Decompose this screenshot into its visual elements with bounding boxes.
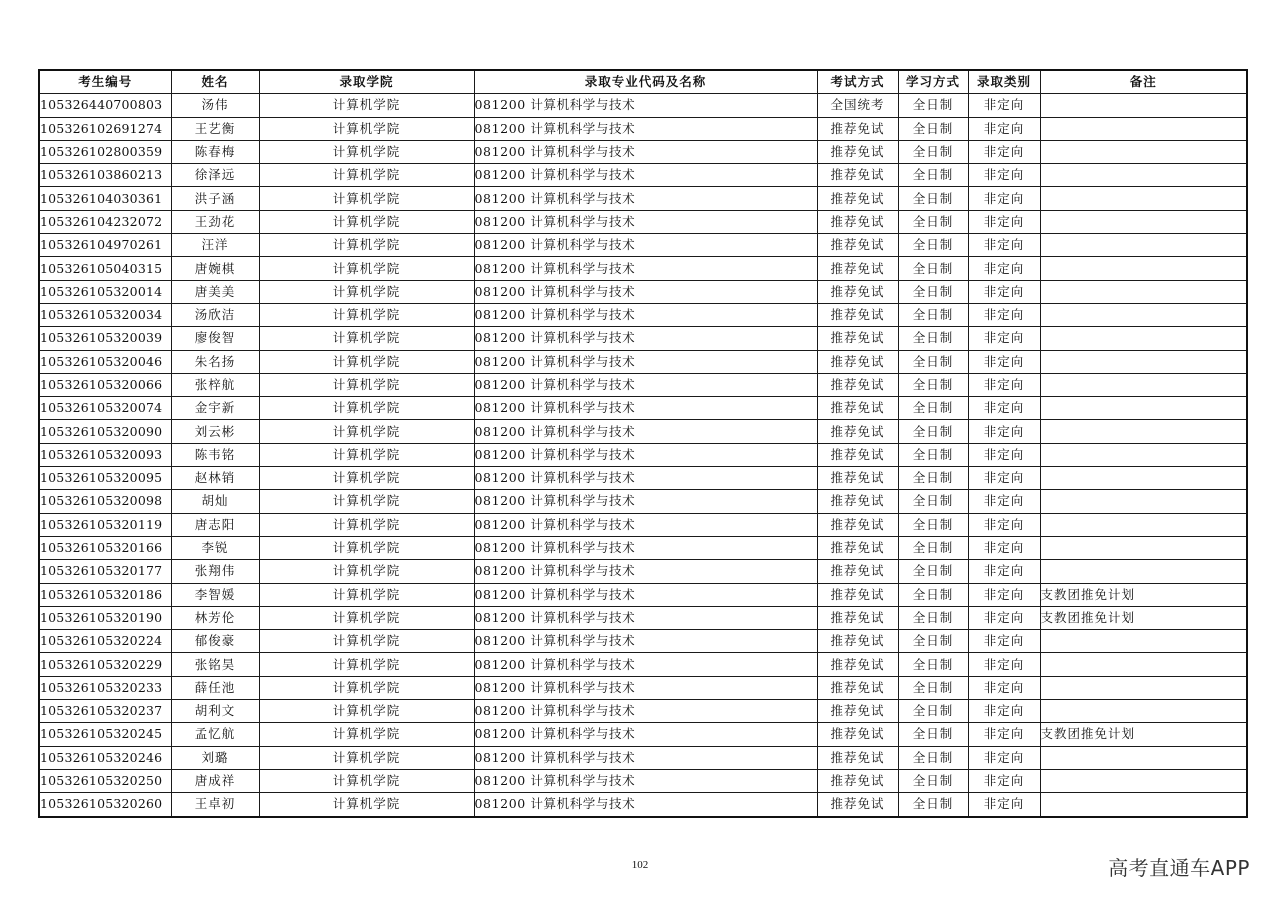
cell-admission-type: 非定向 — [968, 676, 1040, 699]
cell-major: 081200 计算机科学与技术 — [474, 257, 817, 280]
cell-major: 081200 计算机科学与技术 — [474, 327, 817, 350]
cell-study-mode: 全日制 — [898, 513, 968, 536]
cell-candidate-id: 105326105320095 — [39, 467, 171, 490]
cell-college: 计算机学院 — [259, 536, 474, 559]
cell-major: 081200 计算机科学与技术 — [474, 117, 817, 140]
cell-candidate-id: 105326105320250 — [39, 769, 171, 792]
cell-admission-type: 非定向 — [968, 303, 1040, 326]
cell-major: 081200 计算机科学与技术 — [474, 280, 817, 303]
cell-study-mode: 全日制 — [898, 769, 968, 792]
cell-exam-method: 推荐免试 — [817, 140, 898, 163]
cell-name: 刘璐 — [171, 746, 259, 769]
cell-exam-method: 推荐免试 — [817, 164, 898, 187]
cell-exam-method: 推荐免试 — [817, 117, 898, 140]
cell-study-mode: 全日制 — [898, 280, 968, 303]
cell-remarks — [1040, 490, 1247, 513]
cell-college: 计算机学院 — [259, 257, 474, 280]
cell-college: 计算机学院 — [259, 397, 474, 420]
cell-remarks — [1040, 140, 1247, 163]
cell-exam-method: 推荐免试 — [817, 303, 898, 326]
cell-candidate-id: 105326105040315 — [39, 257, 171, 280]
cell-candidate-id: 105326102800359 — [39, 140, 171, 163]
cell-remarks — [1040, 536, 1247, 559]
cell-major: 081200 计算机科学与技术 — [474, 397, 817, 420]
cell-exam-method: 推荐免试 — [817, 676, 898, 699]
cell-college: 计算机学院 — [259, 630, 474, 653]
table-row — [39, 513, 1247, 536]
cell-remarks: 支教团推免计划 — [1040, 583, 1247, 606]
cell-candidate-id: 105326105320166 — [39, 536, 171, 559]
cell-study-mode: 全日制 — [898, 373, 968, 396]
cell-exam-method: 推荐免试 — [817, 513, 898, 536]
cell-admission-type: 非定向 — [968, 606, 1040, 629]
cell-major: 081200 计算机科学与技术 — [474, 793, 817, 817]
cell-name: 汪洋 — [171, 234, 259, 257]
admission-table — [38, 69, 1248, 818]
cell-name: 王卓初 — [171, 793, 259, 817]
header-study-mode: 学习方式 — [898, 70, 968, 94]
cell-major: 081200 计算机科学与技术 — [474, 94, 817, 117]
cell-study-mode: 全日制 — [898, 700, 968, 723]
cell-candidate-id: 105326105320237 — [39, 700, 171, 723]
cell-candidate-id: 105326440700803 — [39, 94, 171, 117]
header-candidate-id: 考生编号 — [39, 70, 171, 94]
cell-major: 081200 计算机科学与技术 — [474, 467, 817, 490]
cell-study-mode: 全日制 — [898, 164, 968, 187]
cell-admission-type: 非定向 — [968, 210, 1040, 233]
cell-exam-method: 推荐免试 — [817, 234, 898, 257]
table-row — [39, 140, 1247, 163]
cell-candidate-id: 105326104232072 — [39, 210, 171, 233]
cell-remarks — [1040, 513, 1247, 536]
table-body — [39, 94, 1247, 817]
cell-study-mode: 全日制 — [898, 257, 968, 280]
cell-exam-method: 推荐免试 — [817, 467, 898, 490]
table-row — [39, 327, 1247, 350]
cell-major: 081200 计算机科学与技术 — [474, 606, 817, 629]
watermark-logo-text: 高考直通车APP — [1108, 856, 1250, 880]
table-row — [39, 793, 1247, 817]
table-row — [39, 420, 1247, 443]
cell-admission-type: 非定向 — [968, 583, 1040, 606]
cell-college: 计算机学院 — [259, 187, 474, 210]
cell-exam-method: 推荐免试 — [817, 327, 898, 350]
table-row — [39, 234, 1247, 257]
table-row — [39, 280, 1247, 303]
cell-admission-type: 非定向 — [968, 327, 1040, 350]
cell-name: 陈韦铭 — [171, 443, 259, 466]
table-row — [39, 397, 1247, 420]
cell-college: 计算机学院 — [259, 373, 474, 396]
cell-major: 081200 计算机科学与技术 — [474, 373, 817, 396]
table-row — [39, 723, 1247, 746]
cell-admission-type: 非定向 — [968, 373, 1040, 396]
cell-admission-type: 非定向 — [968, 234, 1040, 257]
cell-college: 计算机学院 — [259, 793, 474, 817]
cell-candidate-id: 105326105320246 — [39, 746, 171, 769]
cell-exam-method: 全国统考 — [817, 94, 898, 117]
cell-admission-type: 非定向 — [968, 187, 1040, 210]
cell-name: 王劲花 — [171, 210, 259, 233]
cell-remarks — [1040, 350, 1247, 373]
table-row — [39, 746, 1247, 769]
table-row — [39, 490, 1247, 513]
cell-remarks — [1040, 210, 1247, 233]
cell-name: 林芳伦 — [171, 606, 259, 629]
cell-name: 王艺衡 — [171, 117, 259, 140]
cell-exam-method: 推荐免试 — [817, 583, 898, 606]
cell-candidate-id: 105326105320177 — [39, 560, 171, 583]
cell-college: 计算机学院 — [259, 420, 474, 443]
cell-name: 胡利文 — [171, 700, 259, 723]
cell-remarks — [1040, 443, 1247, 466]
cell-remarks — [1040, 676, 1247, 699]
cell-candidate-id: 105326105320190 — [39, 606, 171, 629]
table-row — [39, 769, 1247, 792]
cell-admission-type: 非定向 — [968, 560, 1040, 583]
cell-remarks — [1040, 373, 1247, 396]
cell-admission-type: 非定向 — [968, 630, 1040, 653]
cell-exam-method: 推荐免试 — [817, 630, 898, 653]
cell-remarks — [1040, 420, 1247, 443]
cell-name: 廖俊智 — [171, 327, 259, 350]
cell-name: 孟忆航 — [171, 723, 259, 746]
page-number: 102 — [631, 859, 649, 871]
cell-name: 张梓航 — [171, 373, 259, 396]
cell-study-mode: 全日制 — [898, 676, 968, 699]
cell-major: 081200 计算机科学与技术 — [474, 420, 817, 443]
cell-remarks — [1040, 327, 1247, 350]
cell-study-mode: 全日制 — [898, 467, 968, 490]
cell-exam-method: 推荐免试 — [817, 187, 898, 210]
header-major: 录取专业代码及名称 — [474, 70, 817, 94]
cell-study-mode: 全日制 — [898, 653, 968, 676]
cell-remarks — [1040, 700, 1247, 723]
cell-name: 唐婉棋 — [171, 257, 259, 280]
cell-major: 081200 计算机科学与技术 — [474, 490, 817, 513]
cell-candidate-id: 105326105320066 — [39, 373, 171, 396]
cell-study-mode: 全日制 — [898, 490, 968, 513]
cell-remarks — [1040, 257, 1247, 280]
table-row — [39, 187, 1247, 210]
cell-remarks: 支教团推免计划 — [1040, 606, 1247, 629]
table-row — [39, 676, 1247, 699]
cell-name: 汤欣洁 — [171, 303, 259, 326]
cell-college: 计算机学院 — [259, 140, 474, 163]
cell-exam-method: 推荐免试 — [817, 746, 898, 769]
cell-major: 081200 计算机科学与技术 — [474, 653, 817, 676]
cell-study-mode: 全日制 — [898, 746, 968, 769]
cell-study-mode: 全日制 — [898, 350, 968, 373]
cell-college: 计算机学院 — [259, 583, 474, 606]
table-row — [39, 536, 1247, 559]
cell-name: 李锐 — [171, 536, 259, 559]
cell-exam-method: 推荐免试 — [817, 723, 898, 746]
cell-major: 081200 计算机科学与技术 — [474, 583, 817, 606]
header-admission-type: 录取类别 — [968, 70, 1040, 94]
cell-major: 081200 计算机科学与技术 — [474, 630, 817, 653]
cell-remarks — [1040, 234, 1247, 257]
cell-admission-type: 非定向 — [968, 513, 1040, 536]
cell-name: 洪子涵 — [171, 187, 259, 210]
table-row — [39, 303, 1247, 326]
cell-exam-method: 推荐免试 — [817, 280, 898, 303]
cell-candidate-id: 105326105320224 — [39, 630, 171, 653]
cell-major: 081200 计算机科学与技术 — [474, 187, 817, 210]
cell-candidate-id: 105326105320229 — [39, 653, 171, 676]
cell-study-mode: 全日制 — [898, 560, 968, 583]
cell-admission-type: 非定向 — [968, 490, 1040, 513]
cell-candidate-id: 105326105320233 — [39, 676, 171, 699]
cell-major: 081200 计算机科学与技术 — [474, 443, 817, 466]
cell-college: 计算机学院 — [259, 467, 474, 490]
cell-admission-type: 非定向 — [968, 350, 1040, 373]
cell-admission-type: 非定向 — [968, 467, 1040, 490]
cell-major: 081200 计算机科学与技术 — [474, 234, 817, 257]
cell-name: 李智媛 — [171, 583, 259, 606]
cell-exam-method: 推荐免试 — [817, 350, 898, 373]
cell-candidate-id: 105326105320090 — [39, 420, 171, 443]
cell-name: 陈春梅 — [171, 140, 259, 163]
cell-college: 计算机学院 — [259, 560, 474, 583]
table-row — [39, 560, 1247, 583]
cell-exam-method: 推荐免试 — [817, 443, 898, 466]
cell-college: 计算机学院 — [259, 653, 474, 676]
header-name: 姓名 — [171, 70, 259, 94]
cell-college: 计算机学院 — [259, 94, 474, 117]
cell-remarks — [1040, 280, 1247, 303]
cell-major: 081200 计算机科学与技术 — [474, 513, 817, 536]
cell-candidate-id: 105326105320098 — [39, 490, 171, 513]
cell-name: 徐泽远 — [171, 164, 259, 187]
cell-college: 计算机学院 — [259, 443, 474, 466]
cell-exam-method: 推荐免试 — [817, 769, 898, 792]
cell-admission-type: 非定向 — [968, 164, 1040, 187]
cell-exam-method: 推荐免试 — [817, 700, 898, 723]
cell-candidate-id: 105326105320074 — [39, 397, 171, 420]
table-header-row — [39, 70, 1247, 94]
table-row — [39, 653, 1247, 676]
cell-exam-method: 推荐免试 — [817, 210, 898, 233]
table-row — [39, 443, 1247, 466]
cell-study-mode: 全日制 — [898, 210, 968, 233]
cell-remarks — [1040, 117, 1247, 140]
table-row — [39, 606, 1247, 629]
cell-remarks — [1040, 630, 1247, 653]
cell-admission-type: 非定向 — [968, 280, 1040, 303]
cell-major: 081200 计算机科学与技术 — [474, 560, 817, 583]
cell-study-mode: 全日制 — [898, 583, 968, 606]
cell-admission-type: 非定向 — [968, 723, 1040, 746]
table-row — [39, 257, 1247, 280]
cell-major: 081200 计算机科学与技术 — [474, 723, 817, 746]
cell-candidate-id: 105326105320186 — [39, 583, 171, 606]
cell-remarks — [1040, 94, 1247, 117]
cell-college: 计算机学院 — [259, 490, 474, 513]
cell-name: 金宇新 — [171, 397, 259, 420]
cell-admission-type: 非定向 — [968, 746, 1040, 769]
cell-college: 计算机学院 — [259, 210, 474, 233]
cell-college: 计算机学院 — [259, 303, 474, 326]
cell-candidate-id: 105326103860213 — [39, 164, 171, 187]
cell-candidate-id: 105326105320119 — [39, 513, 171, 536]
cell-study-mode: 全日制 — [898, 606, 968, 629]
cell-major: 081200 计算机科学与技术 — [474, 700, 817, 723]
cell-study-mode: 全日制 — [898, 723, 968, 746]
cell-major: 081200 计算机科学与技术 — [474, 536, 817, 559]
cell-admission-type: 非定向 — [968, 536, 1040, 559]
cell-remarks — [1040, 746, 1247, 769]
table-row — [39, 94, 1247, 117]
cell-study-mode: 全日制 — [898, 140, 968, 163]
cell-name: 唐成祥 — [171, 769, 259, 792]
cell-candidate-id: 105326104970261 — [39, 234, 171, 257]
cell-name: 唐志阳 — [171, 513, 259, 536]
cell-name: 郁俊豪 — [171, 630, 259, 653]
cell-major: 081200 计算机科学与技术 — [474, 769, 817, 792]
table-row — [39, 467, 1247, 490]
cell-remarks — [1040, 187, 1247, 210]
cell-major: 081200 计算机科学与技术 — [474, 140, 817, 163]
cell-remarks — [1040, 653, 1247, 676]
cell-name: 张铭昊 — [171, 653, 259, 676]
cell-candidate-id: 105326105320039 — [39, 327, 171, 350]
table-row — [39, 117, 1247, 140]
cell-candidate-id: 105326104030361 — [39, 187, 171, 210]
cell-exam-method: 推荐免试 — [817, 257, 898, 280]
cell-candidate-id: 105326105320245 — [39, 723, 171, 746]
cell-admission-type: 非定向 — [968, 443, 1040, 466]
cell-exam-method: 推荐免试 — [817, 560, 898, 583]
cell-study-mode: 全日制 — [898, 793, 968, 817]
cell-college: 计算机学院 — [259, 117, 474, 140]
cell-college: 计算机学院 — [259, 513, 474, 536]
cell-admission-type: 非定向 — [968, 117, 1040, 140]
cell-admission-type: 非定向 — [968, 793, 1040, 817]
cell-remarks — [1040, 769, 1247, 792]
cell-study-mode: 全日制 — [898, 94, 968, 117]
table-row — [39, 700, 1247, 723]
cell-name: 胡灿 — [171, 490, 259, 513]
cell-major: 081200 计算机科学与技术 — [474, 676, 817, 699]
cell-candidate-id: 105326105320014 — [39, 280, 171, 303]
cell-admission-type: 非定向 — [968, 257, 1040, 280]
cell-college: 计算机学院 — [259, 280, 474, 303]
cell-study-mode: 全日制 — [898, 303, 968, 326]
table-row — [39, 350, 1247, 373]
cell-college: 计算机学院 — [259, 746, 474, 769]
cell-name: 汤伟 — [171, 94, 259, 117]
cell-college: 计算机学院 — [259, 676, 474, 699]
cell-college: 计算机学院 — [259, 700, 474, 723]
cell-study-mode: 全日制 — [898, 443, 968, 466]
cell-study-mode: 全日制 — [898, 630, 968, 653]
cell-exam-method: 推荐免试 — [817, 490, 898, 513]
cell-admission-type: 非定向 — [968, 769, 1040, 792]
cell-remarks: 支教团推免计划 — [1040, 723, 1247, 746]
cell-name: 薛任池 — [171, 676, 259, 699]
cell-study-mode: 全日制 — [898, 420, 968, 443]
cell-major: 081200 计算机科学与技术 — [474, 350, 817, 373]
cell-study-mode: 全日制 — [898, 234, 968, 257]
cell-remarks — [1040, 467, 1247, 490]
cell-candidate-id: 105326105320260 — [39, 793, 171, 817]
cell-college: 计算机学院 — [259, 606, 474, 629]
cell-college: 计算机学院 — [259, 327, 474, 350]
header-remarks: 备注 — [1040, 70, 1247, 94]
table-row — [39, 630, 1247, 653]
table-row — [39, 583, 1247, 606]
cell-major: 081200 计算机科学与技术 — [474, 746, 817, 769]
cell-study-mode: 全日制 — [898, 187, 968, 210]
cell-admission-type: 非定向 — [968, 140, 1040, 163]
cell-name: 唐美美 — [171, 280, 259, 303]
cell-exam-method: 推荐免试 — [817, 373, 898, 396]
cell-candidate-id: 105326105320046 — [39, 350, 171, 373]
cell-college: 计算机学院 — [259, 164, 474, 187]
cell-candidate-id: 105326105320093 — [39, 443, 171, 466]
cell-name: 张翔伟 — [171, 560, 259, 583]
cell-remarks — [1040, 560, 1247, 583]
cell-remarks — [1040, 164, 1247, 187]
cell-exam-method: 推荐免试 — [817, 606, 898, 629]
cell-admission-type: 非定向 — [968, 700, 1040, 723]
cell-name: 朱名扬 — [171, 350, 259, 373]
cell-exam-method: 推荐免试 — [817, 653, 898, 676]
cell-college: 计算机学院 — [259, 350, 474, 373]
table-row — [39, 164, 1247, 187]
cell-name: 赵林销 — [171, 467, 259, 490]
cell-study-mode: 全日制 — [898, 397, 968, 420]
cell-remarks — [1040, 793, 1247, 817]
table-row — [39, 373, 1247, 396]
cell-candidate-id: 105326105320034 — [39, 303, 171, 326]
cell-study-mode: 全日制 — [898, 117, 968, 140]
cell-study-mode: 全日制 — [898, 327, 968, 350]
cell-major: 081200 计算机科学与技术 — [474, 303, 817, 326]
cell-college: 计算机学院 — [259, 723, 474, 746]
cell-admission-type: 非定向 — [968, 653, 1040, 676]
cell-admission-type: 非定向 — [968, 397, 1040, 420]
cell-remarks — [1040, 397, 1247, 420]
cell-remarks — [1040, 303, 1247, 326]
cell-major: 081200 计算机科学与技术 — [474, 164, 817, 187]
cell-candidate-id: 105326102691274 — [39, 117, 171, 140]
header-college: 录取学院 — [259, 70, 474, 94]
cell-study-mode: 全日制 — [898, 536, 968, 559]
cell-exam-method: 推荐免试 — [817, 536, 898, 559]
cell-major: 081200 计算机科学与技术 — [474, 210, 817, 233]
table-row — [39, 210, 1247, 233]
cell-admission-type: 非定向 — [968, 420, 1040, 443]
cell-college: 计算机学院 — [259, 769, 474, 792]
cell-exam-method: 推荐免试 — [817, 420, 898, 443]
cell-exam-method: 推荐免试 — [817, 397, 898, 420]
cell-college: 计算机学院 — [259, 234, 474, 257]
header-exam-method: 考试方式 — [817, 70, 898, 94]
cell-exam-method: 推荐免试 — [817, 793, 898, 817]
cell-name: 刘云彬 — [171, 420, 259, 443]
cell-admission-type: 非定向 — [968, 94, 1040, 117]
